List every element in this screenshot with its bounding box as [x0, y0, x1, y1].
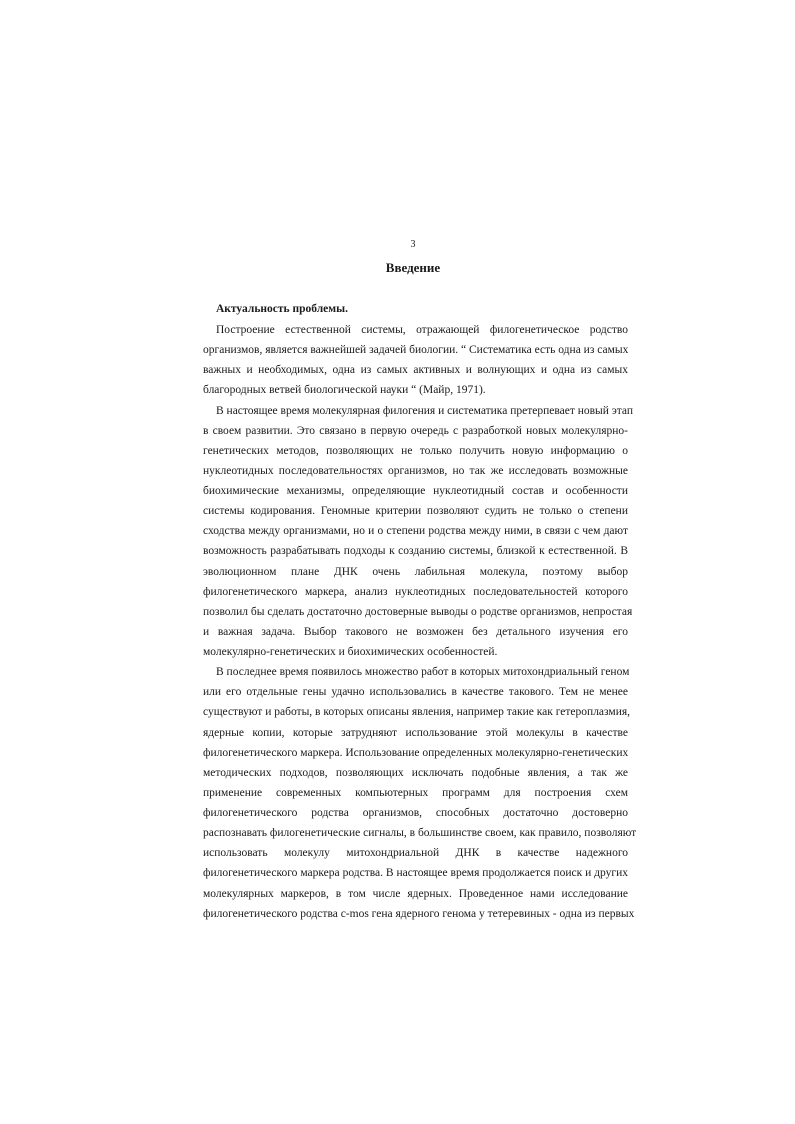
text-line: филогенетического маркера родства. В настоящее время продолжается поиск и других: [203, 867, 628, 880]
text-line: благородных ветвей биологической науки “ (Майр, 1971).: [203, 384, 486, 397]
text-line: методических подходов, позволяющих исключать подобные явления, а так же: [203, 766, 628, 779]
text-line: филогенетического родства организмов, способных достаточно достоверно: [203, 807, 628, 819]
section-title: Введение: [385, 260, 441, 275]
text-line: молекулярных маркеров, в том числе ядерных. Проведенное нами исследование: [203, 887, 628, 900]
text-line: возможность разрабатывать подходы к созданию системы, близкой к естественной. В: [203, 545, 628, 558]
text-line: существуют и работы, в которых описаны явления, например такие как гетероплазмия,: [203, 706, 631, 719]
text-line: в своем развитии. Это связано в первую очередь с разработкой новых молекулярно-: [203, 424, 628, 437]
body-text: [203, 320, 637, 924]
text-line: генетических методов, позволяющих не только получить новую информацию о: [203, 444, 628, 457]
text-line: филогенетического родства c-mos гена ядерного генома у тетеревиных - одна из первых: [203, 907, 635, 920]
text-line: биохимические механизмы, определяющие нуклеотидный состав и особенности: [203, 485, 628, 497]
text-line: В настоящее время молекулярная филогения и систематика претерпевает новый этап: [216, 404, 634, 417]
text-line: организмов, является важнейшей задачей биологии. “ Систематика есть одна из самых: [203, 344, 629, 357]
text-line: применение современных компьютерных программ для построения схем: [203, 786, 628, 799]
text-line: сходства между организмами, но и о степени родства между ними, в связи с чем дают: [203, 525, 628, 538]
text-line: молекулярно-генетических и биохимических особенностей.: [203, 646, 498, 658]
text-line: позволил бы сделать достаточно достоверные выводы о родстве организмов, непростая: [203, 605, 633, 618]
text-line: эволюционном плане ДНК очень лабильная молекула, поэтому выбор: [203, 565, 628, 578]
text-line: ядерные копии, которые затрудняют использование этой молекулы в качестве: [203, 726, 628, 739]
text-line: В последнее время появилось множество работ в которых митохондриальный геном: [216, 666, 630, 679]
text-line: системы кодирования. Геномные критерии позволяют судить не только о степени: [203, 505, 628, 518]
page-number: 3: [410, 239, 416, 250]
text-line: филогенетического маркера. Использование определенных молекулярно-генетических: [203, 746, 629, 759]
text-line: распознавать филогенетические сигналы, в большинстве своем, как правило, позволяют: [203, 827, 637, 840]
text-line: важных и необходимых, одна из самых активных и волнующих и одна из самых: [203, 364, 628, 377]
text-line: Построение естественной системы, отражающей филогенетическое родство: [216, 324, 628, 336]
text-line: использовать молекулу митохондриальной ДНК в качестве надежного: [203, 847, 628, 860]
text-line: или его отдельные гены удачно использовались в качестве такового. Тем не менее: [203, 686, 628, 699]
subsection-heading: Актуальность проблемы.: [216, 303, 348, 315]
text-line: филогенетического маркера, анализ нуклеотидных последовательностей которого: [203, 585, 628, 598]
text-line: нуклеотидных последовательностях организмов, но так же исследовать возможные: [203, 464, 628, 477]
text-line: и важная задача. Выбор такового не возможен без детального изучения его: [203, 625, 628, 638]
